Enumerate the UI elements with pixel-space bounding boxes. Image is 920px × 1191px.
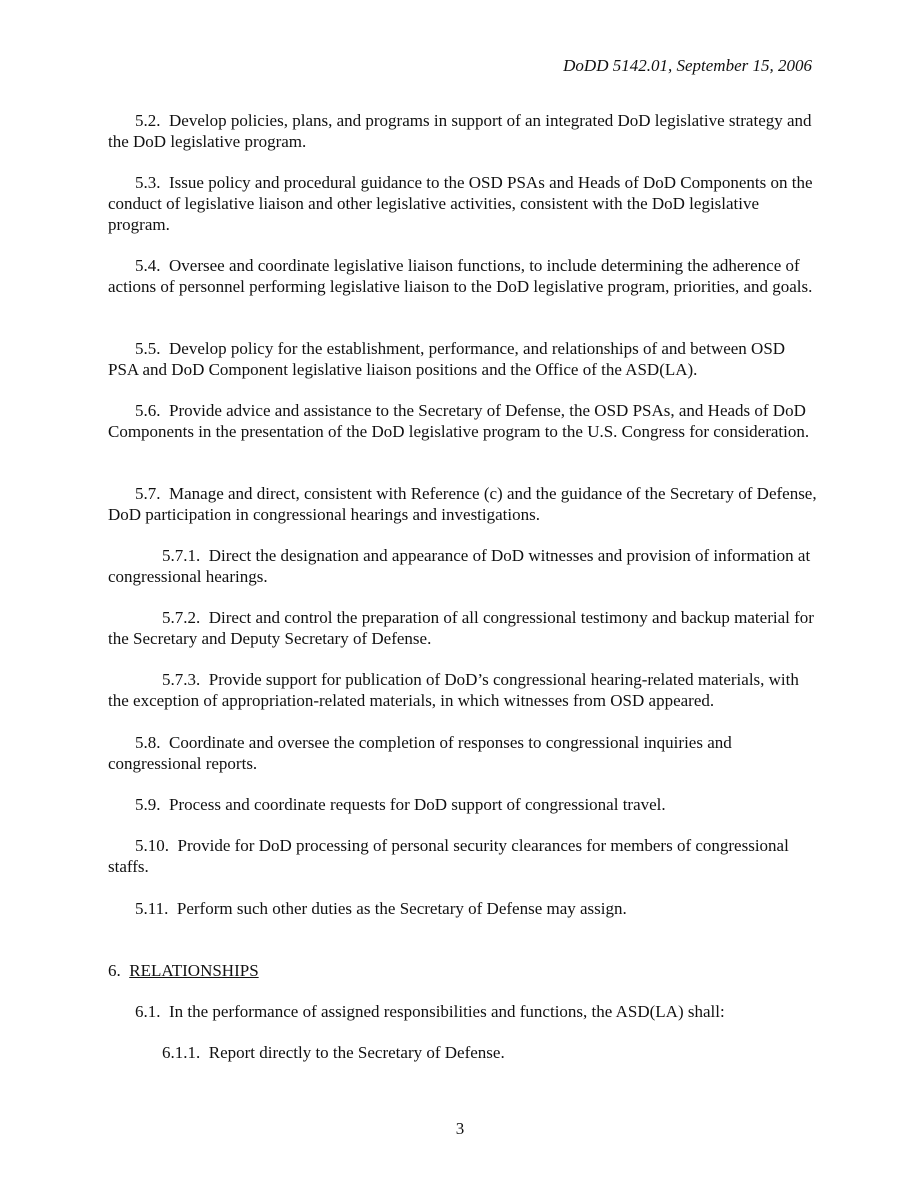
paragraph-5-7-3 xyxy=(108,669,823,711)
paragraph-5-8 xyxy=(108,732,818,774)
paragraph-5-7-1 xyxy=(108,545,818,587)
paragraph-text: Direct and control the preparation of all congressional testimony and backup material for the Secretary and Deputy Secretary of Defense. xyxy=(108,608,814,648)
paragraph-text: Issue policy and procedural guidance to the OSD PSAs and Heads of DoD Components on the conduct of legislative liaison and other legislative activities, consistent with the DoD legislative program. xyxy=(108,173,813,234)
section-number: 6. xyxy=(108,961,121,980)
paragraph-5-7 xyxy=(108,483,818,525)
paragraph-number: 5.8. xyxy=(135,733,161,752)
document-reference-header: DoDD 5142.01, September 15, 2006 xyxy=(563,56,812,75)
paragraph-5-9 xyxy=(108,794,818,815)
paragraph-5-11 xyxy=(108,898,818,919)
paragraph-text: Oversee and coordinate legislative liaison functions, to include determining the adherence of actions of personnel performing legislative liaison to the DoD legislative program, priorities, and goals. xyxy=(108,256,813,296)
paragraph-number: 5.3. xyxy=(135,173,161,192)
paragraph-number: 5.9. xyxy=(135,795,161,814)
paragraph-number: 5.11. xyxy=(135,899,169,918)
paragraph-text: Direct the designation and appearance of DoD witnesses and provision of information at congressional hearings. xyxy=(108,546,811,586)
paragraph-number: 5.4. xyxy=(135,256,161,275)
section-6-heading xyxy=(108,960,818,981)
paragraph-number: 5.7.2. xyxy=(162,608,201,627)
paragraph-5-4 xyxy=(108,255,818,297)
paragraph-number: 5.10. xyxy=(135,836,169,855)
paragraph-5-10 xyxy=(108,835,818,877)
paragraph-number: 6.1.1. xyxy=(162,1043,201,1062)
paragraph-6-1-1 xyxy=(108,1042,818,1063)
section-title: RELATIONSHIPS xyxy=(129,961,259,980)
paragraph-text: In the performance of assigned responsibilities and functions, the ASD(LA) shall: xyxy=(169,1002,725,1021)
page-number: 3 xyxy=(455,1119,465,1138)
paragraph-number: 5.2. xyxy=(135,111,161,130)
paragraph-5-6 xyxy=(108,400,818,442)
paragraph-number: 5.7. xyxy=(135,484,161,503)
paragraph-5-3 xyxy=(108,172,818,235)
paragraph-text: Perform such other duties as the Secretary of Defense may assign. xyxy=(176,899,627,918)
paragraph-5-5 xyxy=(108,338,818,380)
paragraph-number: 6.1. xyxy=(135,1002,161,1021)
paragraph-text: Manage and direct, consistent with Reference (c) and the guidance of the Secretary of Defense, DoD participation in congressional hearings and investigations. xyxy=(108,484,817,524)
paragraph-text: Provide advice and assistance to the Secretary of Defense, the OSD PSAs, and Heads of DoD Components in the presentation of the DoD legislative program to the U.S. Congress for consideration. xyxy=(108,401,810,441)
paragraph-text: Process and coordinate requests for DoD support of congressional travel. xyxy=(169,795,666,814)
paragraph-number: 5.6. xyxy=(135,401,161,420)
paragraph-5-2 xyxy=(108,110,818,152)
paragraph-text: Develop policies, plans, and programs in support of an integrated DoD legislative strategy and the DoD legislative program. xyxy=(108,111,812,151)
paragraph-6-1 xyxy=(108,1001,818,1022)
paragraph-text: Coordinate and oversee the completion of responses to congressional inquiries and congressional reports. xyxy=(108,733,732,773)
paragraph-5-7-2 xyxy=(108,607,818,649)
paragraph-number: 5.7.1. xyxy=(162,546,201,565)
paragraph-text: Report directly to the Secretary of Defense. xyxy=(208,1043,505,1062)
paragraph-text: Develop policy for the establishment, performance, and relationships of and between OSD PSA and DoD Component legislative liaison positions and the Office of the ASD(LA). xyxy=(108,339,786,379)
paragraph-text: Provide support for publication of DoD’s congressional hearing-related materials, with the exception of appropriation-related materials, in which witnesses from OSD appeared. xyxy=(108,670,799,710)
paragraph-text: Provide for DoD processing of personal security clearances for members of congressional staffs. xyxy=(108,836,789,876)
paragraph-number: 5.7.3. xyxy=(162,670,201,689)
paragraph-number: 5.5. xyxy=(135,339,161,358)
